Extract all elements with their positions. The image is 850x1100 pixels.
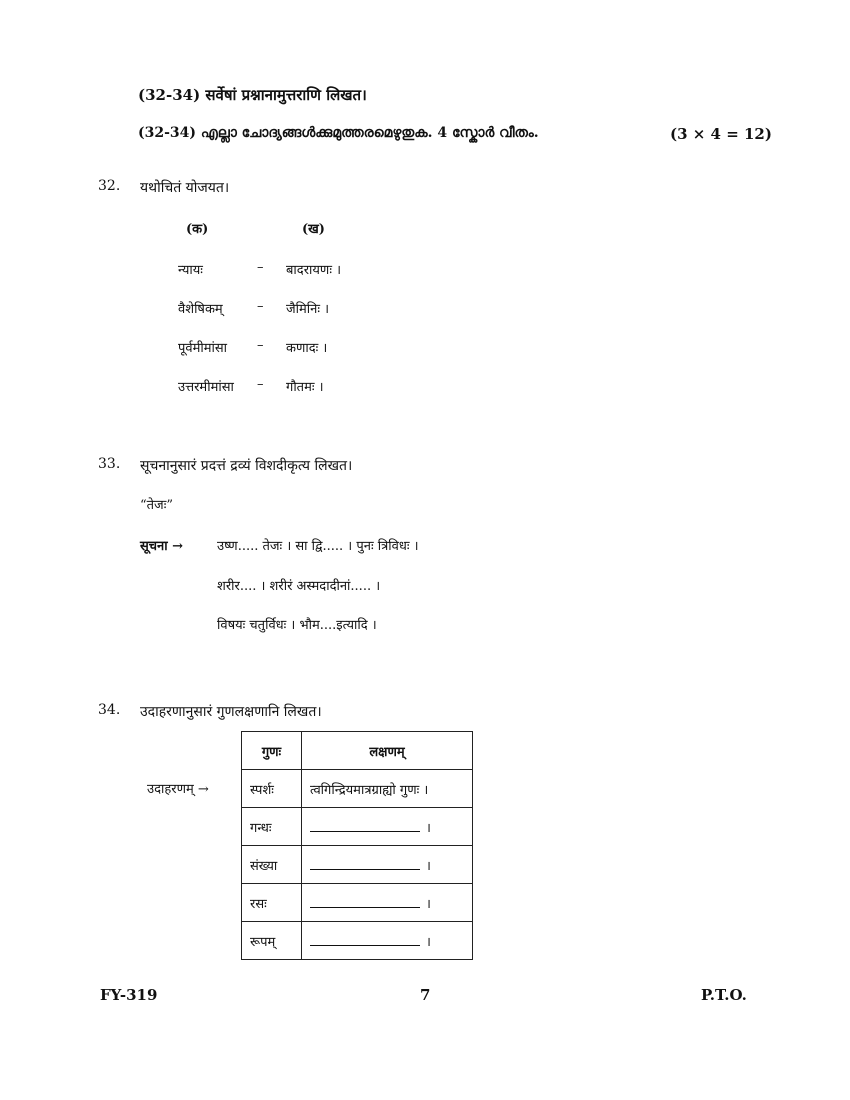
guna-cell: स्पर्शः xyxy=(242,770,302,808)
table-header: गुणः xyxy=(242,732,302,770)
guna-table xyxy=(241,731,473,960)
guna-cell: रसः xyxy=(242,884,302,922)
sanskrit-instruction: (32-34) सर्वेषां प्रश्नानामुत्तराणि लिखत। xyxy=(138,86,367,104)
example-label: उदाहरणम् → xyxy=(147,782,209,797)
answer-blank[interactable] xyxy=(310,817,420,832)
lakshana-cell[interactable] xyxy=(302,884,473,922)
paper-code: FY-319 xyxy=(100,986,158,1004)
page-number: 7 xyxy=(420,986,431,1004)
column-b-label: (ख) xyxy=(302,222,325,237)
marks-allocation: (3 × 4 = 12) xyxy=(670,125,772,143)
hint-line: उष्ण..... तेजः । सा द्वि..... । पुनः त्रिविधः । xyxy=(217,539,419,554)
match-left-item: पूर्वमीमांसा xyxy=(178,341,228,356)
question-33-text: सूचनानुसारं प्रदत्तं द्रव्यं विशदीकृत्य लिखत। xyxy=(140,458,353,474)
match-dash: – xyxy=(257,299,264,314)
table-row xyxy=(242,846,473,884)
match-right-item: बादरायणः । xyxy=(286,263,342,278)
question-number-32: 32. xyxy=(98,178,121,194)
guna-cell: रूपम् xyxy=(242,922,302,960)
question-32-text: यथोचितं योजयत। xyxy=(140,180,230,196)
match-left-item: वैशेषिकम् xyxy=(178,302,223,317)
match-dash: – xyxy=(257,338,264,353)
danda: । xyxy=(426,897,431,912)
hint-line: शरीर.... । शरीरं अस्मदादीनां..... । xyxy=(217,579,381,594)
question-number-34: 34. xyxy=(98,702,121,718)
question-number-33: 33. xyxy=(98,456,121,472)
danda: । xyxy=(426,935,431,950)
lakshana-cell: त्वगिन्द्रियमात्रग्राह्यो गुणः । xyxy=(302,770,473,808)
malayalam-instruction: (32-34) എല്ലാ ചോദ്യങ്ങൾക്കുമുത്തരമെഴുതുക. 4 സ്കോർ വീതം. xyxy=(138,125,539,141)
guna-cell: गन्धः xyxy=(242,808,302,846)
lakshana-cell[interactable] xyxy=(302,922,473,960)
pto-label: P.T.O. xyxy=(701,986,747,1004)
answer-blank[interactable] xyxy=(310,931,420,946)
hint-label: सूचना → xyxy=(140,539,184,554)
match-left-item: न्यायः xyxy=(178,263,203,278)
table-row xyxy=(242,922,473,960)
match-dash: – xyxy=(257,260,264,275)
answer-blank[interactable] xyxy=(310,893,420,908)
match-right-item: जैमिनिः । xyxy=(286,302,330,317)
danda: । xyxy=(426,859,431,874)
table-row xyxy=(242,884,473,922)
hint-line: विषयः चतुर्विधः । भौम....इत्यादि । xyxy=(217,618,377,633)
dravya-term: “तेजः” xyxy=(140,498,173,513)
danda: । xyxy=(426,821,431,836)
guna-cell: संख्या xyxy=(242,846,302,884)
match-left-item: उत्तरमीमांसा xyxy=(178,380,234,395)
match-dash: – xyxy=(257,377,264,392)
match-right-item: गौतमः । xyxy=(286,380,324,395)
lakshana-cell[interactable] xyxy=(302,846,473,884)
lakshana-cell[interactable] xyxy=(302,808,473,846)
answer-blank[interactable] xyxy=(310,855,420,870)
table-header-row xyxy=(242,732,473,770)
column-a-label: (क) xyxy=(186,222,209,237)
question-34-text: उदाहरणानुसारं गुणलक्षणानि लिखत। xyxy=(140,704,322,720)
table-header: लक्षणम् xyxy=(302,732,473,770)
table-row xyxy=(242,770,473,808)
table-row xyxy=(242,808,473,846)
match-right-item: कणादः । xyxy=(286,341,328,356)
